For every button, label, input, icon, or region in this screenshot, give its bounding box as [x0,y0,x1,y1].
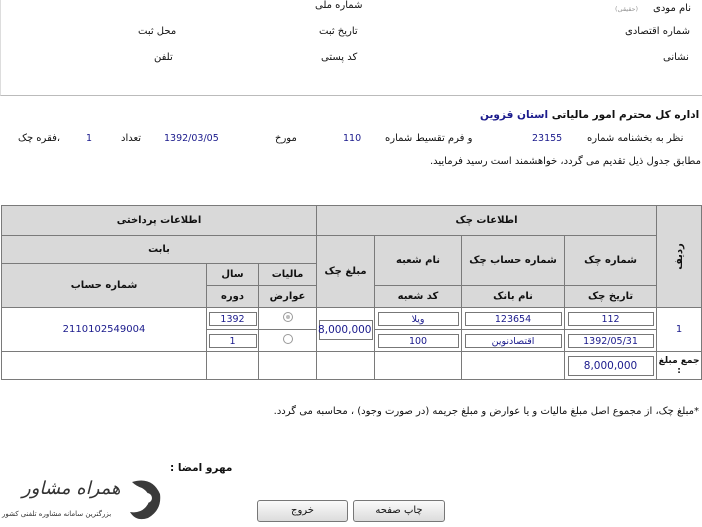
greeting-text: اداره کل محترم امور مالیاتی [551,109,700,121]
postal-code-label: کد پستی [321,52,358,63]
date-label: مورخ [275,133,297,144]
total-row [2,352,702,380]
cheque-date-header: تاریخ چک [565,286,657,308]
bank-name-value[interactable]: اقتصادنوین [465,334,562,348]
exit-button[interactable]: خروج [257,500,348,522]
account-no-value[interactable]: 123654 [465,312,562,326]
economic-code-label: شماره اقتصادی [625,26,691,37]
cheque-table [1,205,702,380]
form-number: 110 [343,133,362,144]
bank-name-header: نام بانک [462,286,565,308]
form-label: و فرم تقسیط شماره [385,133,473,144]
acct-header: شماره حساب [2,264,207,308]
acct-no-value: 2110102549004 [2,308,207,352]
logo-text: همراه مشاور [22,478,121,499]
amount-value[interactable]: 8,000,000 [319,320,373,340]
taxpayer-type: (حقیقی) [615,5,639,13]
table-row [2,308,702,330]
taxpayer-info-box [0,0,702,96]
for-header: بابت [2,236,317,264]
cheque-date-value[interactable]: 1392/05/31 [568,334,654,348]
total-value: 8,000,000 [568,356,654,376]
watermark-logo [2,474,167,524]
duties-header: عوارض [259,286,317,308]
period-header: دوره [207,286,259,308]
count-label: تعداد [121,133,142,144]
letter-date: 1392/03/05 [164,133,219,144]
branch-code-header: کد شعبه [375,286,462,308]
amount-header: مبلغ چک [317,236,375,308]
branch-name-header: نام شعبه [375,236,462,286]
national-id-label: شماره ملی [315,0,363,11]
letter-greeting [480,109,699,121]
footnote: *مبلغ چک، از مجموع اصل مبلغ مالیات و یا عوارض و مبلغ جریمه (در صورت وجود) ، محاسبه می گردد. [273,406,699,417]
tax-radio[interactable] [283,312,293,322]
cheque-no-header: شماره چک [565,236,657,286]
name-label: نام مودی [653,3,692,14]
letter-request-text: مطابق جدول ذیل تقدیم می گردد، خواهشمند است رسید فرمایید. [429,156,701,167]
period-value[interactable]: 1 [209,334,257,348]
address-label: نشانی [663,52,689,63]
signature-label: مهرو امضا : [170,462,233,474]
cheque-count-suffix: فقره چک، [18,133,61,144]
logo-tagline: بزرگترین سامانه مشاوره تلفنی کشور [2,510,112,518]
print-button[interactable]: چاپ صفحه [353,500,445,522]
phone-label: تلفن [154,52,173,63]
branch-name-value[interactable]: ویلا [378,312,459,326]
row-number-header: ردیف [657,206,702,308]
year-value[interactable]: 1392 [209,312,257,326]
cheque-no-value[interactable]: 112 [568,312,654,326]
circular-number: 23155 [532,133,563,144]
cheque-count: 1 [86,133,93,144]
year-header: سال [207,264,259,286]
branch-code-value[interactable]: 100 [378,334,459,348]
account-no-header: شماره حساب چک [462,236,565,286]
cheque-info-header: اطلاعات چک [317,206,657,236]
tax-header: مالیات [259,264,317,286]
reg-date-label: تاریخ ثبت [319,26,358,37]
province-text: استان قزوین [480,109,549,121]
total-label: جمع مبلغ : [657,352,702,380]
reg-place-label: محل ثبت [138,26,177,37]
row-index: 1 [657,308,702,352]
duties-radio[interactable] [283,334,293,344]
payment-info-header: اطلاعات پرداختی [2,206,317,236]
circular-label: نظر به بخشنامه شماره [587,133,684,144]
